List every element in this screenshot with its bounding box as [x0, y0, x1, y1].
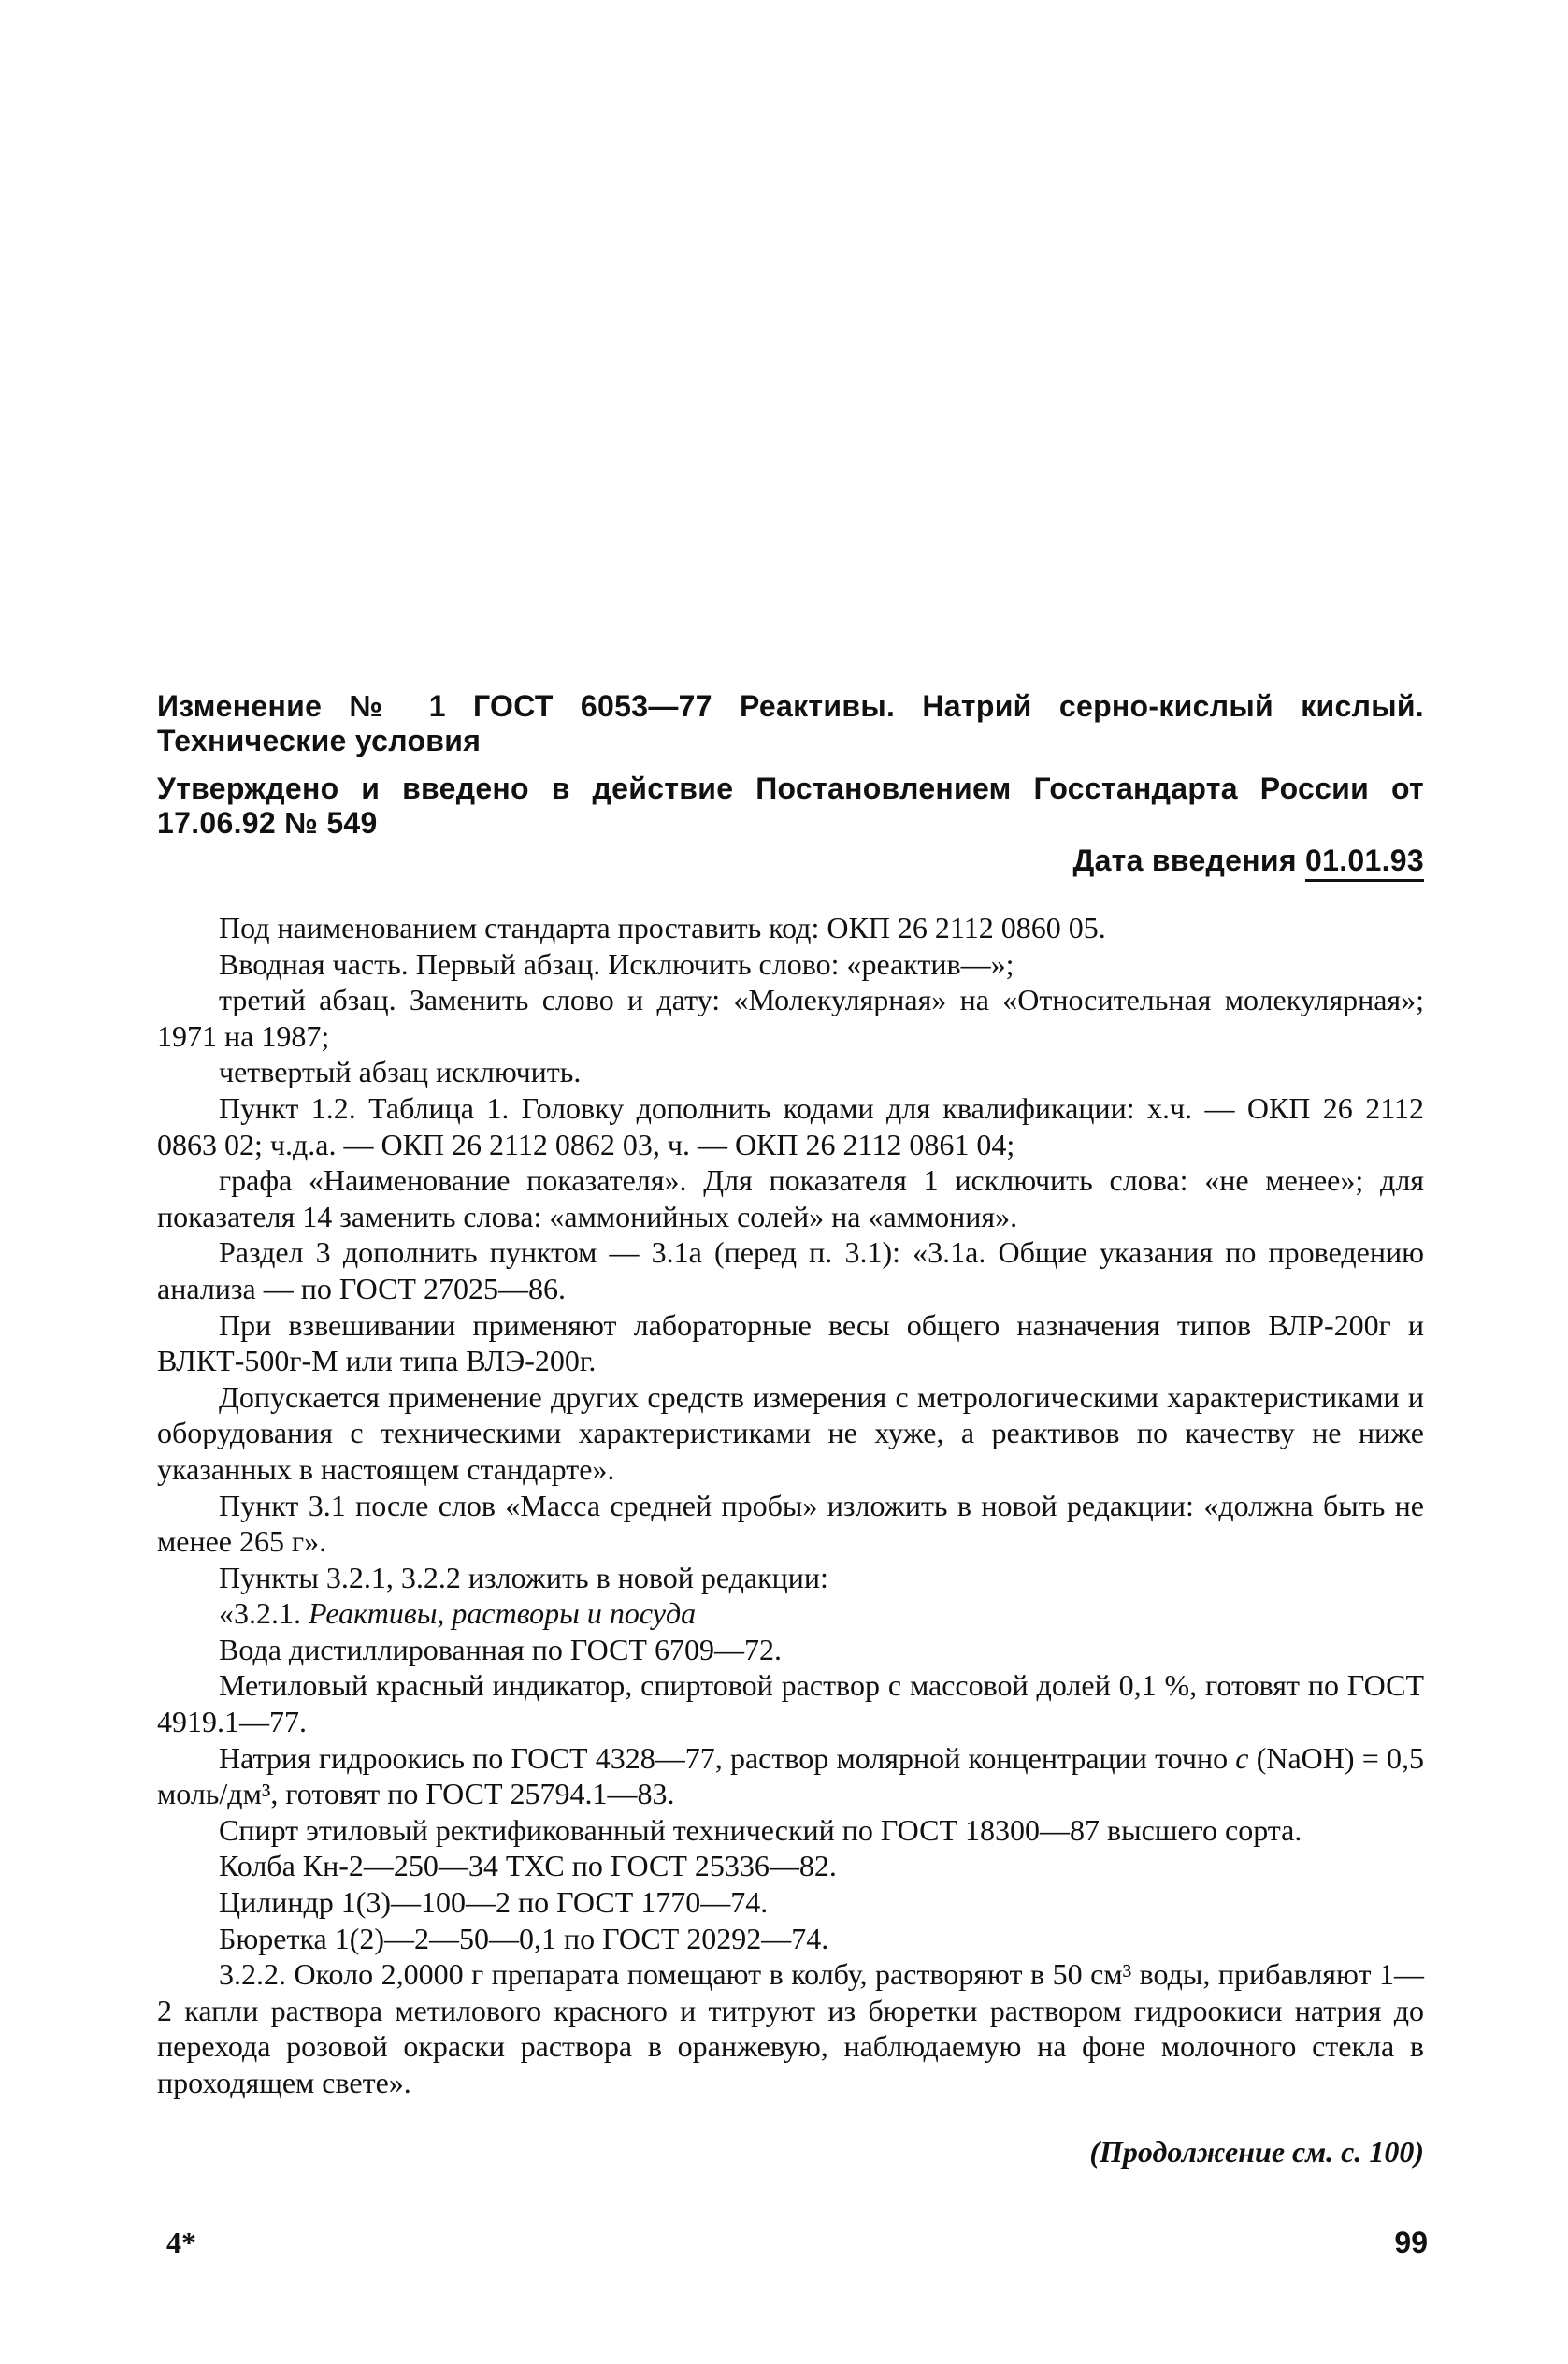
paragraph: Колба Кн-2—250—34 ТХС по ГОСТ 25336—82.: [219, 1849, 837, 1883]
paragraph: Бюретка 1(2)—2—50—0,1 по ГОСТ 20292—74.: [219, 1921, 829, 1955]
paragraph: Пункт 3.1 после слов «Масса средней пробы» изложить в новой редакции: «должна быть не менее 265 г».: [157, 1488, 1424, 1559]
amendment-body: [157, 910, 1424, 2101]
effective-date-label: Дата введения: [1072, 843, 1297, 877]
paragraph: Пункт 1.2. Таблица 1. Головку дополнить кодами для квалификации: х.ч. — ОКП 26 2112 0863 02; ч.д.а. — ОКП 26 2112 0862 03, ч. — ОКП 26 2112 0861 04;: [157, 1090, 1424, 1161]
paragraph: При взвешивании применяют лабораторные весы общего назначения типов ВЛР-200г и ВЛКТ-500г-М или типа ВЛЭ-200г.: [157, 1307, 1424, 1378]
effective-date: [157, 843, 1424, 878]
approval-statement: Утверждено и введено в действие Постановлением Госстандарта России от 17.06.92 № 549: [157, 771, 1424, 840]
paragraph: Цилиндр 1(3)—100—2 по ГОСТ 1770—74.: [219, 1885, 769, 1920]
paragraph: графа «Наименование показателя». Для показателя 1 исключить слова: «не менее»; для показателя 14 заменить слова: «аммонийных солей» на «аммония».: [157, 1163, 1424, 1233]
text-run: Натрия гидроокись по ГОСТ 4328—77, раствор молярной концентрации точно: [219, 1740, 1236, 1775]
paragraph: Раздел 3 дополнить пунктом — 3.1а (перед п. 3.1): «3.1а. Общие указания по проведению анализа — по ГОСТ 27025—86.: [157, 1235, 1424, 1305]
paragraph: Допускается применение других средств измерения с метрологическими характеристиками и оборудования с техническими характеристиками не хуже, а реактивов по качеству не ниже указанных в настоящем стандарте».: [157, 1379, 1424, 1486]
amendment-title: Изменение № 1 ГОСТ 6053—77 Реактивы. Натрий серно-кислый кислый. Технические условия: [157, 689, 1424, 757]
section-number: «3.2.1.: [219, 1596, 309, 1631]
paragraph: 3.2.2. Около 2,0000 г препарата помещают в колбу, растворяют в 50 см³ воды, прибавляют 1—2 капли раствора метилового красного и титруют из бюретки раствором гидроокиси натрия до перехода розовой окраски раствора в оранжевую, наблюдаемую на фоне молочного стекла в проходящем свете».: [157, 1957, 1424, 2099]
section-title: Реактивы, растворы и посуда: [309, 1596, 697, 1631]
page-number: 99: [1394, 2226, 1428, 2259]
paragraph: [157, 1740, 1424, 1812]
paragraph: Вводная часть. Первый абзац. Исключить слово: «реактив—»;: [219, 946, 1014, 981]
concentration-symbol: с: [1235, 1740, 1249, 1775]
paragraph: Под наименованием стандарта проставить код: ОКП 26 2112 0860 05.: [219, 911, 1106, 944]
effective-date-value: 01.01.93: [1305, 843, 1424, 882]
paragraph: Вода дистиллированная по ГОСТ 6709—72.: [219, 1632, 782, 1666]
paragraph: Спирт этиловый ректификованный технический по ГОСТ 18300—87 высшего сорта.: [219, 1812, 1302, 1847]
section-heading: [157, 1595, 1424, 1632]
paragraph: четвертый абзац исключить.: [219, 1055, 582, 1089]
paragraph: Пункты 3.2.1, 3.2.2 изложить в новой редакции:: [219, 1560, 828, 1594]
text-run: (NaOH) = 0,5 моль/дм³, готовят по ГОСТ 25794.1—83.: [157, 1740, 1425, 1811]
paragraph: Метиловый красный индикатор, спиртовой раствор с массовой долей 0,1 %, готовят по ГОСТ 4919.1—77.: [157, 1668, 1424, 1739]
paragraph: третий абзац. Заменить слово и дату: «Молекулярная» на «Относительная молекулярная»; 1971 на 1987;: [157, 983, 1424, 1053]
signature-mark: 4*: [166, 2226, 196, 2259]
continuation-note: (Продолжение см. с. 100): [1089, 2135, 1424, 2169]
